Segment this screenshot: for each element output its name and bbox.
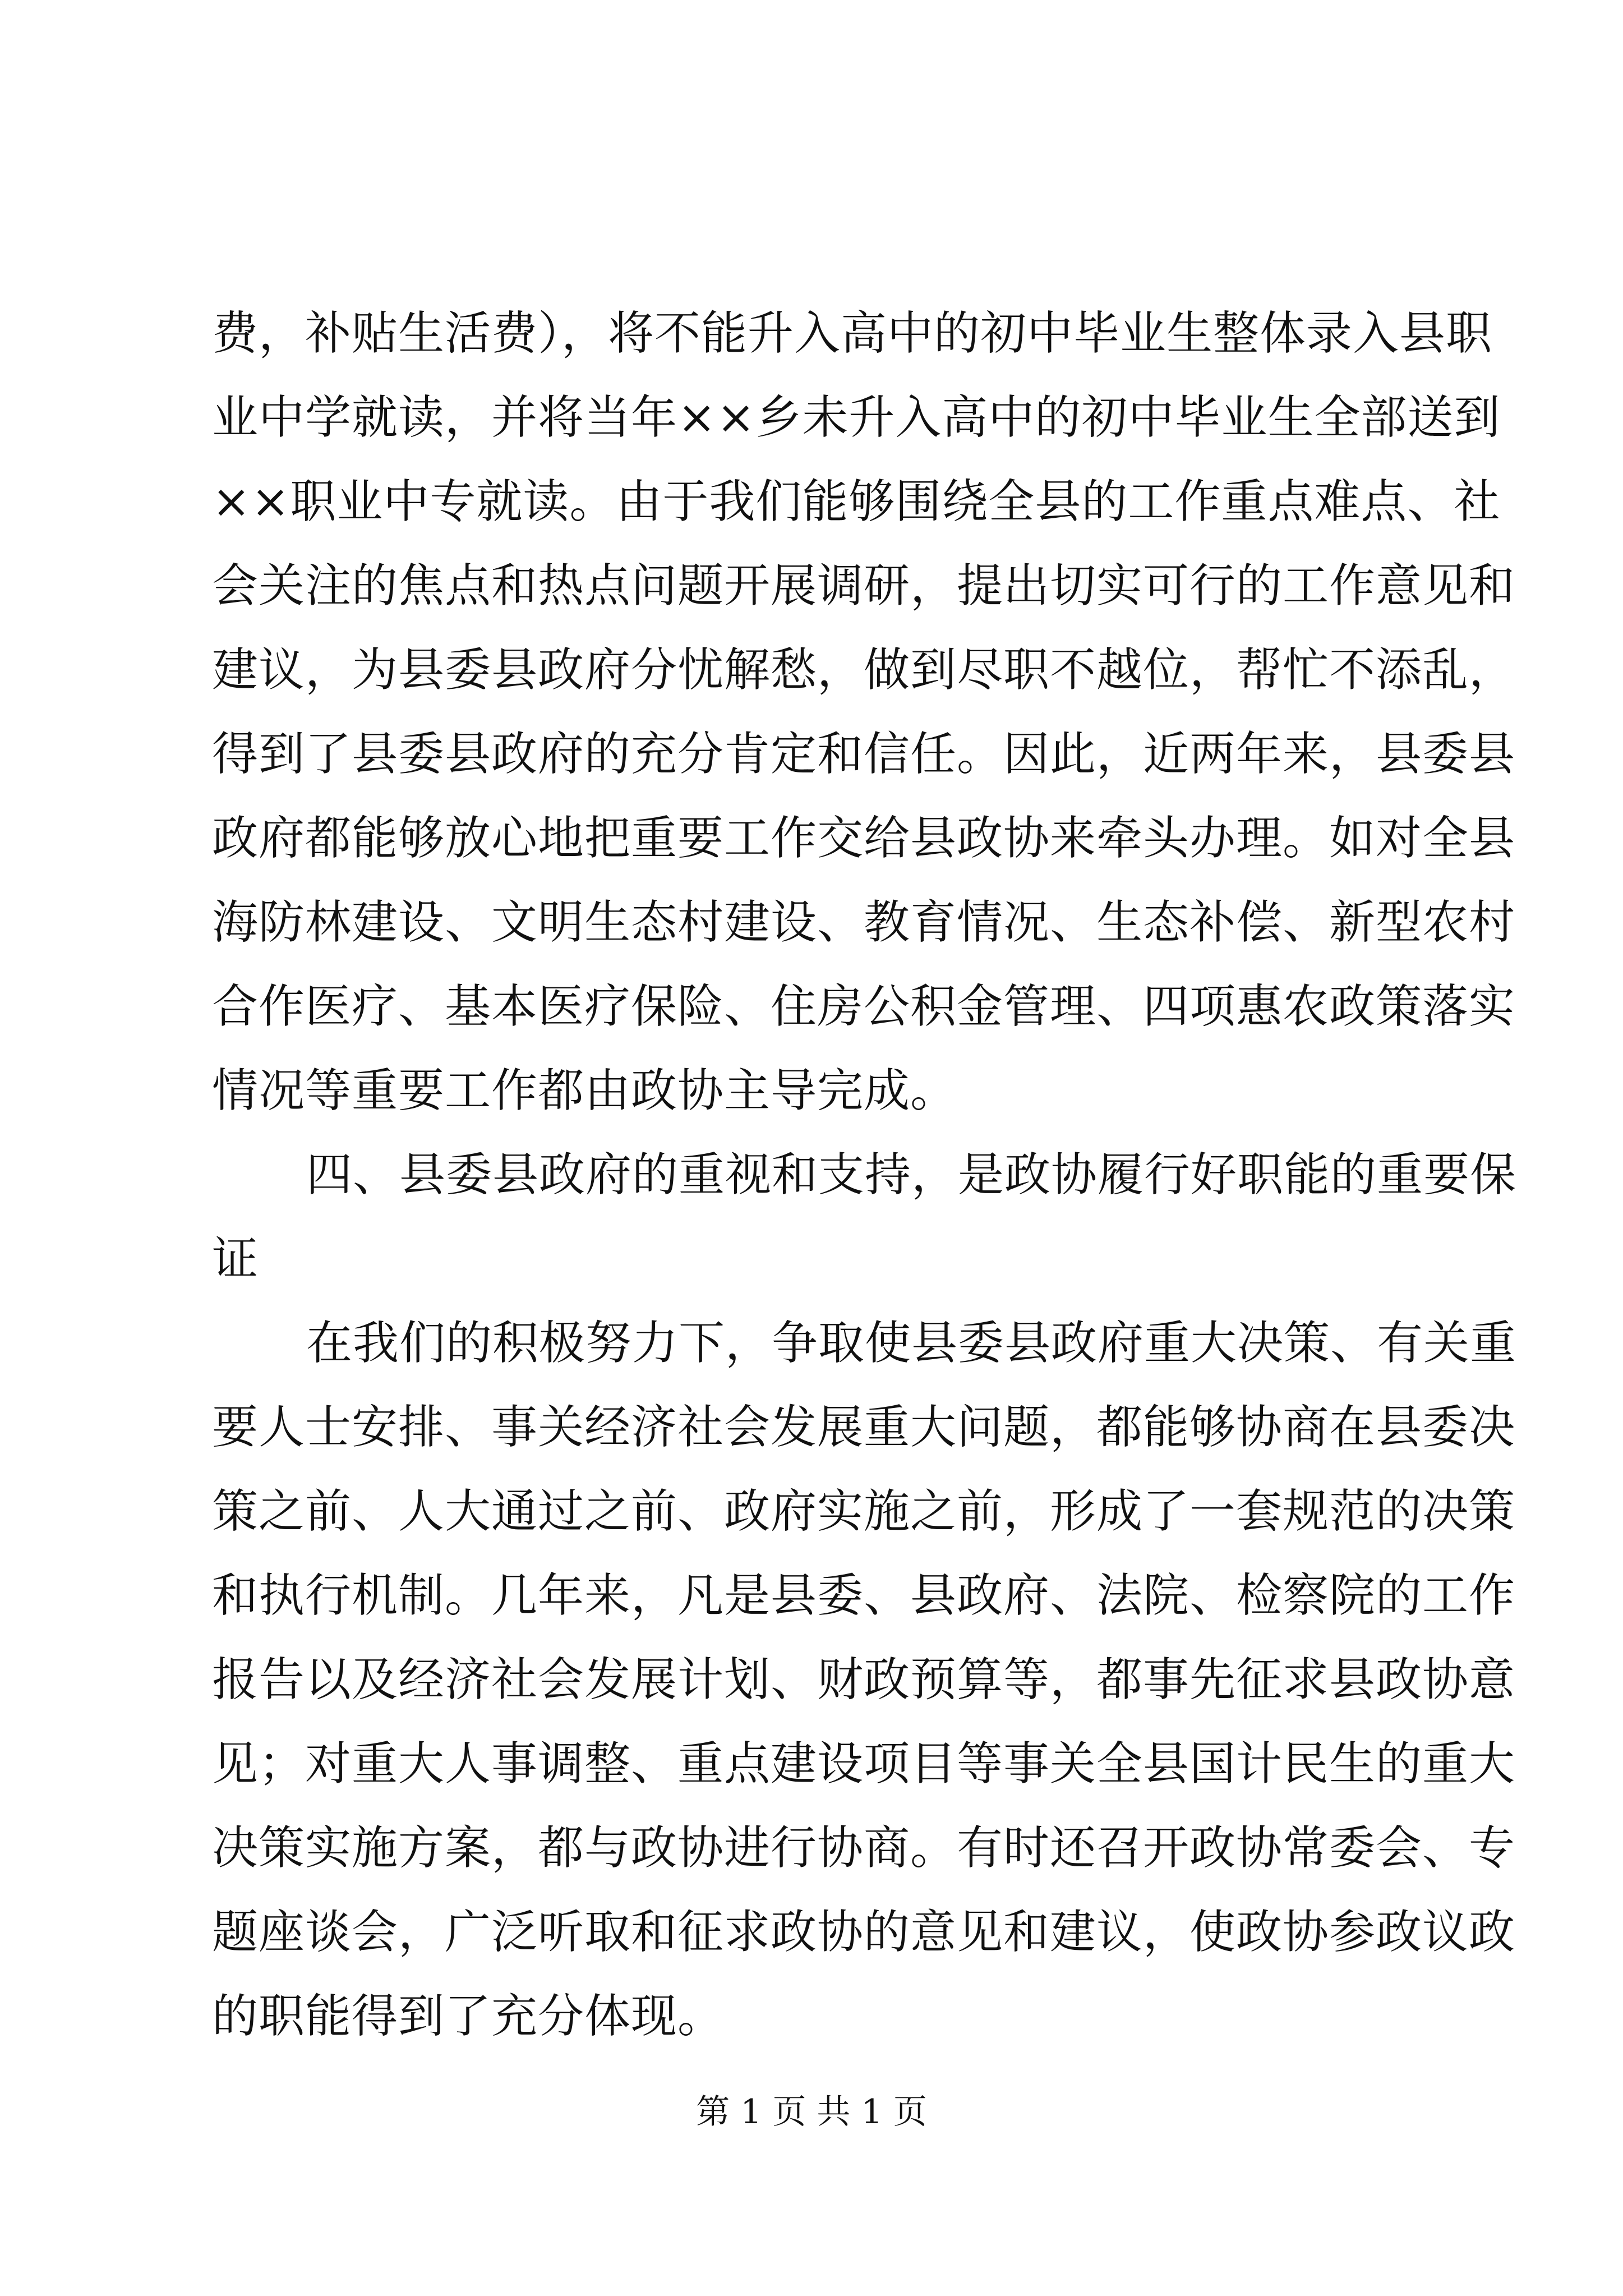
text-line: 见；对重大人事调整、重点建设项目等事关全县国计民生的重大	[212, 1737, 1516, 1791]
text-line: 题座谈会，广泛听取和征求政协的意见和建议，使政协参政议政	[212, 1906, 1516, 1959]
text-line: 海防林建设、文明生态村建设、教育情况、生态补偿、新型农村	[212, 896, 1516, 949]
text-line: 的职能得到了充分体现。	[212, 1990, 725, 2043]
text-line: 费，补贴生活费），将不能升入高中的初中毕业生整体录入县职	[212, 307, 1493, 360]
text-line: 报告以及经济社会发展计划、财政预算等，都事先征求县政协意	[212, 1653, 1516, 1706]
text-line: 策之前、人大通过之前、政府实施之前，形成了一套规范的决策	[212, 1485, 1516, 1538]
text-line: ××职业中专就读。由于我们能够围绕全县的工作重点难点、社	[212, 475, 1501, 528]
text-line: 情况等重要工作都由政协主导完成。	[212, 1064, 957, 1117]
text-line: 在我们的积极努力下，争取使县委县政府重大决策、有关重	[306, 1317, 1517, 1370]
text-line: 得到了县委县政府的充分肯定和信任。因此，近两年来，县委县	[212, 728, 1516, 781]
text-line: 会关注的焦点和热点问题开展调研，提出切实可行的工作意见和	[212, 559, 1516, 613]
text-line: 业中学就读，并将当年××乡未升入高中的初中毕业生全部送到	[212, 391, 1501, 444]
text-line: 要人士安排、事关经济社会发展重大问题，都能够协商在县委决	[212, 1401, 1516, 1454]
page-footer: 第 1 页 共 1 页	[696, 2092, 927, 2132]
section-heading-line: 四、县委县政府的重视和支持，是政协履行好职能的重要保	[306, 1148, 1517, 1202]
section-heading-line: 证	[212, 1232, 259, 1286]
text-line: 政府都能够放心地把重要工作交给县政协来牵头办理。如对全县	[212, 812, 1516, 865]
text-line: 和执行机制。几年来，凡是县委、县政府、法院、检察院的工作	[212, 1569, 1516, 1622]
text-line: 合作医疗、基本医疗保险、住房公积金管理、四项惠农政策落实	[212, 980, 1516, 1033]
text-line: 建议，为县委县政府分忧解愁，做到尽职不越位，帮忙不添乱，	[212, 643, 1516, 697]
text-line: 决策实施方案，都与政协进行协商。有时还召开政协常委会、专	[212, 1821, 1516, 1875]
